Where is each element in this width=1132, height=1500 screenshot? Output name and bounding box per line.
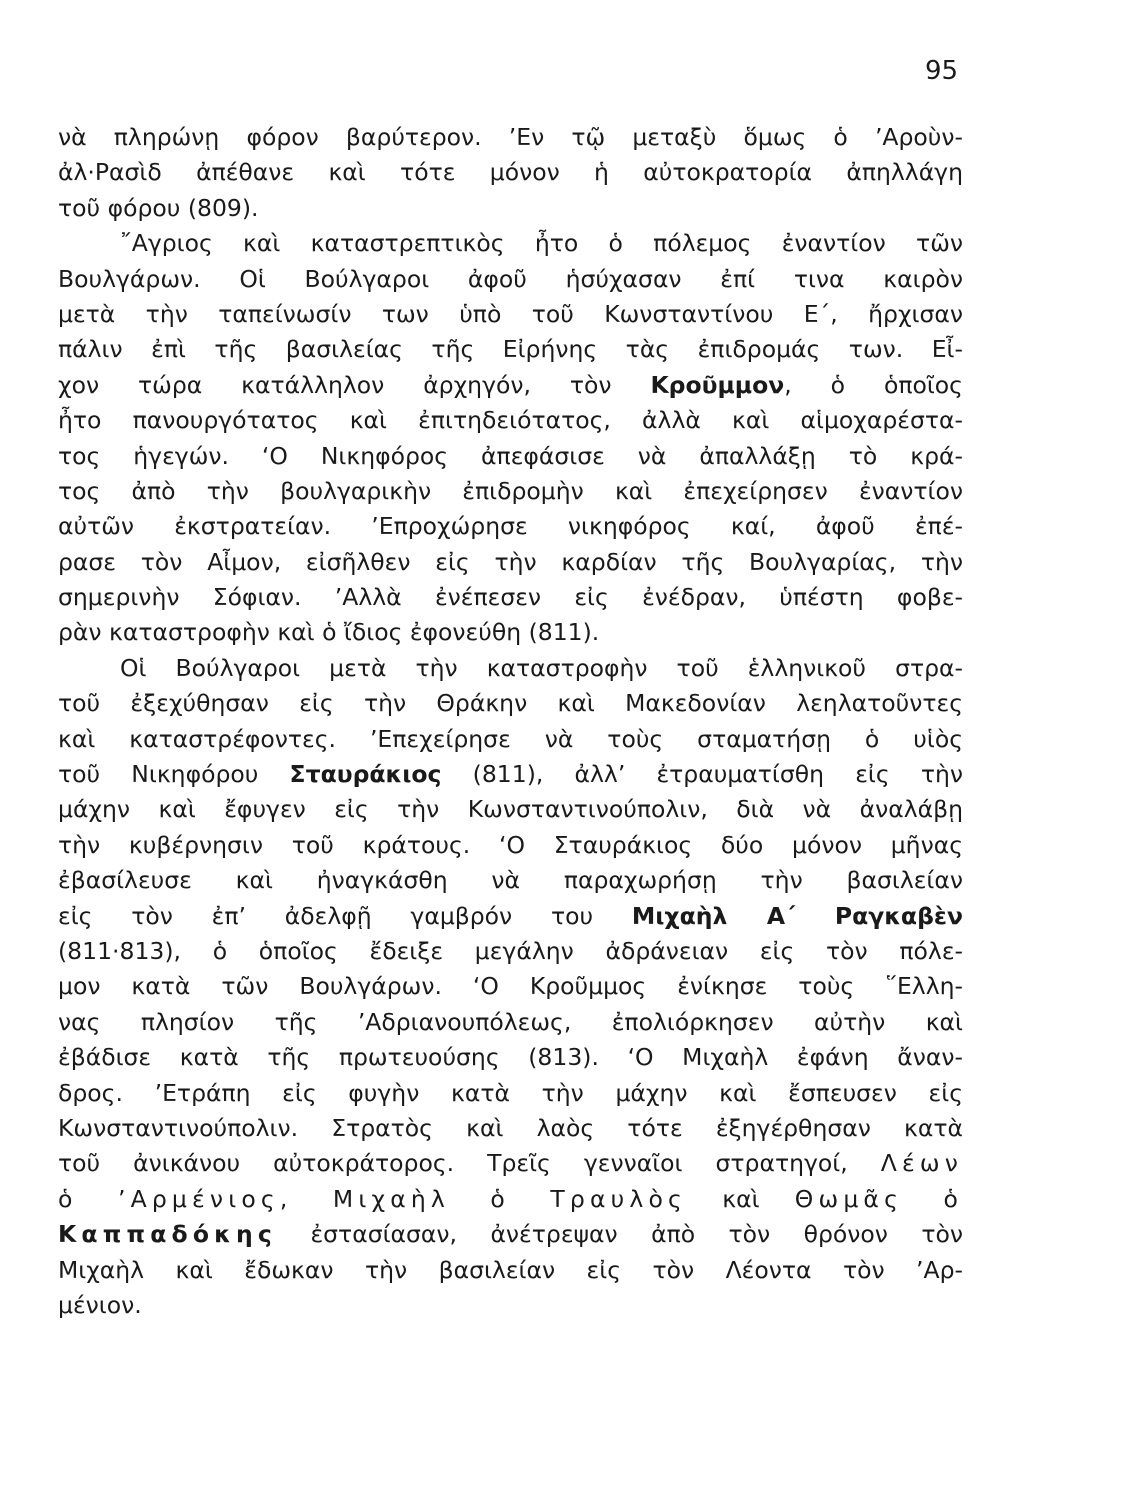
- text-line: [58, 722, 963, 757]
- text-segment: μένιον.: [58, 1290, 142, 1319]
- text-line: [58, 332, 963, 367]
- text-segment: ἐβάδισε κατὰ τῆς πρωτευούσης (813). ‘Ο Μιχαὴλ ἐφάνη ἄναν-: [58, 1043, 963, 1072]
- text-segment: μον κατὰ τῶν Βουλγάρων. ‘Ο Κροῦμμος ἐνίκησε τοὺς ῞Ελλη-: [58, 972, 963, 1001]
- text-line: [58, 1253, 963, 1288]
- text-line: [58, 191, 963, 226]
- text-segment: ἀλ·Ρασὶδ ἀπέθανε καὶ τότε μόνον ἡ αὐτοκρατορία ἀπηλλάγη: [58, 158, 963, 187]
- text-segment: νὰ πληρώνῃ φόρον βαρύτερον. ’Εν τῷ μεταξὺ ὅμως ὁ ’Αροὺν-: [58, 123, 963, 151]
- text-segment: τος ἀπὸ τὴν βουλγαρικὴν ἐπιδρομὴν καὶ ἐπεχείρησεν ἐναντίον: [58, 476, 963, 505]
- text-line: [58, 757, 963, 792]
- text-line: [58, 1111, 963, 1146]
- text-line: [58, 899, 963, 934]
- text-line: [58, 863, 963, 898]
- text-line: [58, 1182, 963, 1217]
- text-line: [58, 474, 963, 509]
- text-segment: εἰς τὸν ἐπ’ ἀδελφῇ γαμβρόν του: [58, 901, 632, 930]
- text-segment: νας πλησίον τῆς ’Αδριανουπόλεως, ἐπολιόρκησεν αὐτὴν καὶ: [58, 1007, 963, 1036]
- text-segment: ἐστασίασαν, ἀνέτρεψαν ἀπὸ τὸν θρόνον τὸν: [277, 1220, 963, 1249]
- text-segment: Μιχαὴλ καὶ ἔδωκαν τὴν βασιλείαν εἰς τὸν Λέοντα τὸν ’Αρ-: [58, 1255, 963, 1284]
- text-segment: καὶ καταστρέφοντες. ’Επεχείρησε νὰ τοὺς σταματήσῃ ὁ υἱὸς: [58, 724, 963, 753]
- text-segment: μετὰ τὴν ταπείνωσίν των ὑπὸ τοῦ Κωνσταντίνου Ε΄, ἤρχισαν: [58, 299, 963, 328]
- bold-name: Μιχαὴλ Α΄ Ραγκαβὲν: [631, 901, 963, 930]
- text-segment: ῎Αγριος καὶ καταστρεπτικὸς ἦτο ὁ πόλεμος ἐναντίον τῶν: [120, 229, 963, 258]
- text-line: [58, 297, 963, 332]
- text-segment: , ὁ ὁποῖος: [784, 370, 963, 399]
- text-segment: αὐτῶν ἐκστρατείαν. ’Επροχώρησε νικηφόρος καί, ἀφοῦ ἐπέ-: [58, 512, 963, 541]
- text-segment: ἐβασίλευσε καὶ ἠναγκάσθη νὰ παραχωρήσῃ τὴν βασιλείαν: [58, 866, 963, 895]
- text-segment: ρασε τὸν Αἶμον, εἰσῆλθεν εἰς τὴν καρδίαν τῆς Βουλγαρίας, τὴν: [58, 547, 963, 576]
- text-line: [58, 262, 963, 297]
- text-segment: τοῦ Νικηφόρου: [58, 760, 290, 789]
- text-line: [58, 1040, 963, 1075]
- text-segment: τὴν κυβέρνησιν τοῦ κράτους. ‘Ο Σταυράκιος δύο μόνον μῆνας: [58, 830, 963, 859]
- text-segment: Οἱ Βούλγαροι μετὰ τὴν καταστροφὴν τοῦ ἑλληνικοῦ στρα-: [120, 653, 963, 682]
- text-line: [58, 403, 963, 438]
- text-segment: πάλιν ἐπὶ τῆς βασιλείας τῆς Εἰρήνης τὰς ἐπιδρομάς των. Εἶ-: [58, 335, 963, 364]
- text-line: [58, 1076, 963, 1111]
- text-line: [58, 155, 963, 190]
- text-segment: καὶ: [687, 1184, 795, 1213]
- text-segment: χον τώρα κατάλληλον ἀρχηγόν, τὸν: [58, 370, 651, 399]
- text-segment: ρὰν καταστροφὴν καὶ ὁ ἴδιος ἐφονεύθη (811).: [58, 618, 600, 647]
- text-line: [58, 439, 963, 474]
- text-segment: (811·813), ὁ ὁποῖος ἔδειξε μεγάλην ἀδράνειαν εἰς τὸν πόλε-: [58, 936, 963, 965]
- bold-name: Καππαδόκης: [58, 1220, 278, 1249]
- text-line: [58, 934, 963, 969]
- text-line: [58, 686, 963, 721]
- text-segment: σημερινὴν Σόφιαν. ’Αλλὰ ἐνέπεσεν εἰς ἐνέδραν, ὑπέστη φοβε-: [58, 583, 963, 612]
- text-line: [58, 615, 963, 650]
- text-line: [58, 226, 963, 261]
- text-segment: τοῦ ἀνικάνου αὐτοκράτορος. Τρεῖς γενναῖοι στρατηγοί,: [58, 1149, 881, 1178]
- bold-name: Σταυράκιος: [289, 760, 442, 789]
- spaced-name: ὁ ’Αρμένιος, Μιχαὴλ ὁ Τραυλὸς: [58, 1184, 688, 1213]
- text-line: [58, 1217, 963, 1252]
- text-segment: τοῦ φόρου (809).: [58, 193, 259, 222]
- text-segment: Βουλγάρων. Οἱ Βούλγαροι ἀφοῦ ἡσύχασαν ἐπί τινα καιρὸν: [58, 264, 963, 293]
- text-line: [58, 1146, 963, 1181]
- bold-name: Κροῦμμον: [650, 370, 785, 399]
- text-line: [58, 1005, 963, 1040]
- text-line: [58, 368, 963, 403]
- text-line: [58, 120, 963, 155]
- text-line: [58, 1288, 963, 1323]
- text-segment: μάχην καὶ ἔφυγεν εἰς τὴν Κωνσταντινούπολιν, διὰ νὰ ἀναλάβῃ: [58, 795, 963, 824]
- text-line: [58, 792, 963, 827]
- text-line: [58, 509, 963, 544]
- spaced-name: Θωμᾶς ὁ: [794, 1184, 964, 1213]
- text-segment: τος ἡγεγών. ‘Ο Νικηφόρος ἀπεφάσισε νὰ ἀπαλλάξῃ τὸ κρά-: [58, 441, 963, 470]
- text-line: [58, 545, 963, 580]
- spaced-name: Λέων: [880, 1149, 963, 1178]
- text-line: [58, 828, 963, 863]
- text-segment: τοῦ ἐξεχύθησαν εἰς τὴν Θράκην καὶ Μακεδονίαν λεηλατοῦντες: [58, 689, 963, 718]
- text-segment: (811), ἀλλ’ ἐτραυματίσθη εἰς τὴν: [441, 760, 963, 789]
- text-segment: δρος. ’Ετράπη εἰς φυγὴν κατὰ τὴν μάχην καὶ ἔσπευσεν εἰς: [58, 1078, 963, 1107]
- text-line: [58, 969, 963, 1004]
- text-line: [58, 580, 963, 615]
- text-segment: Κωνσταντινούπολιν. Στρατὸς καὶ λαὸς τότε ἐξηγέρθησαν κατὰ: [58, 1113, 963, 1142]
- page-number: 95: [925, 56, 959, 86]
- text-segment: ἦτο πανουργότατος καὶ ἐπιτηδειότατος, ἀλλὰ καὶ αἱμοχαρέστα-: [58, 406, 963, 435]
- text-line: [58, 651, 963, 686]
- body-text: [58, 120, 963, 1323]
